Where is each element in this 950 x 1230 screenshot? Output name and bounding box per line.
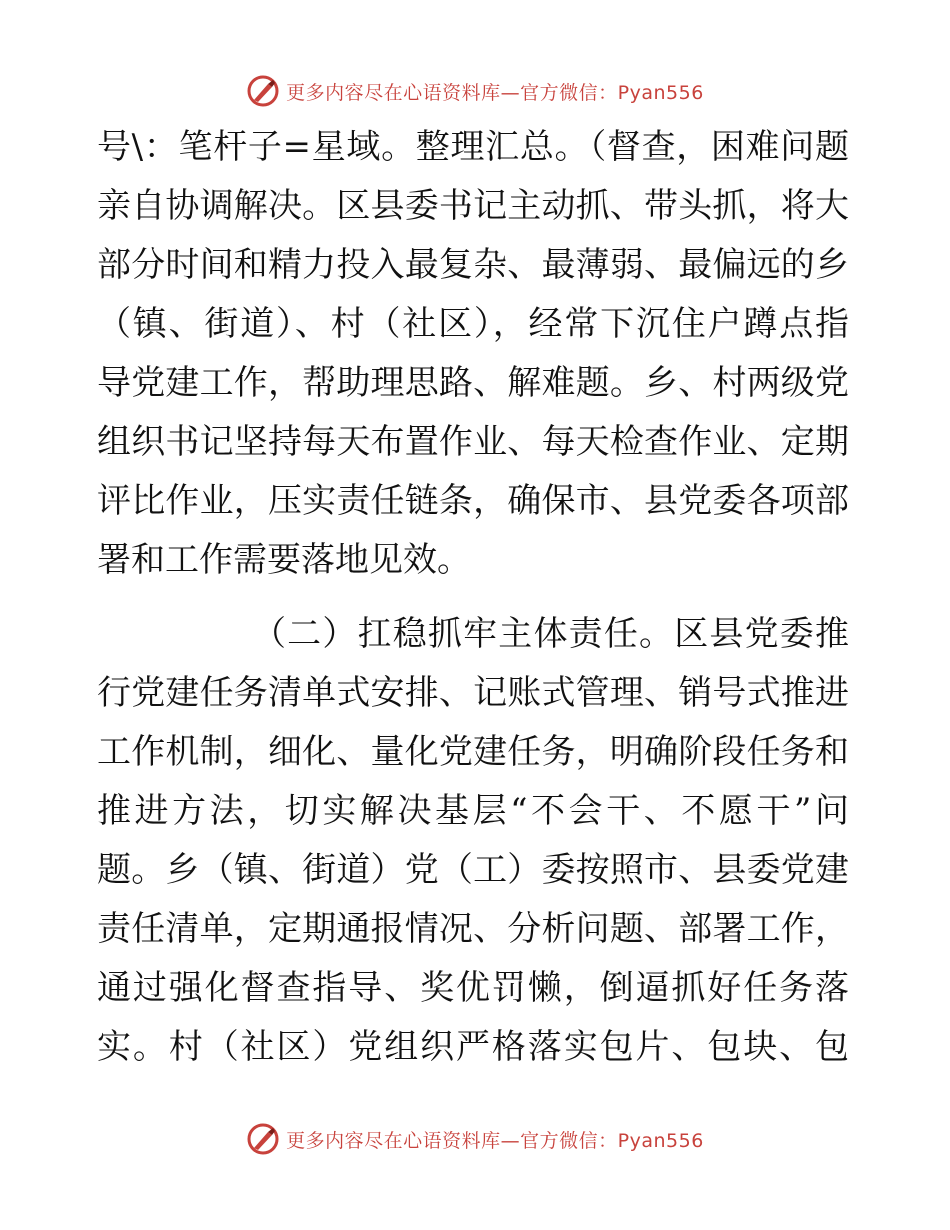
text-line: 行党建任务清单式安排、记账式管理、销号式推进 (97, 673, 849, 713)
text-line: 题。乡（镇、街道）党（工）委按照市、县委党建 (97, 850, 849, 890)
watermark-text: 更多内容尽在心语资料库—官方微信：Pyan556 (286, 1129, 704, 1152)
text-line: 推进方法，切实解决基层“不会干、不愿干”问 (97, 791, 849, 831)
paragraph-2 (97, 605, 857, 1077)
text-line: 通过强化督查指导、奖优罚懒，倒逼抓好任务落 (97, 968, 849, 1008)
paragraph-1 (97, 118, 857, 590)
text-line: 部分时间和精力投入最复杂、最薄弱、最偏远的乡 (97, 245, 849, 285)
text-line: 责任清单，定期通报情况、分析问题、部署工作， (97, 909, 849, 949)
pen-logo-icon (246, 74, 280, 108)
text-line: 评比作业，压实责任链条，确保市、县党委各项部 (97, 481, 849, 521)
section-heading-line: （二）扛稳抓牢主体责任。区县党委推 (252, 614, 849, 654)
header-watermark (0, 71, 950, 111)
pen-logo-icon (246, 1122, 280, 1156)
text-line: 署和工作需要落地见效。 (97, 540, 471, 580)
text-line: 亲自协调解决。区县委书记主动抓、带头抓，将大 (97, 186, 849, 226)
text-line: 组织书记坚持每天布置作业、每天检查作业、定期 (97, 422, 849, 462)
text-line: 实。村（社区）党组织严格落实包片、包块、包 (97, 1027, 849, 1067)
footer-watermark (0, 1119, 950, 1159)
watermark-text: 更多内容尽在心语资料库—官方微信：Pyan556 (286, 81, 704, 104)
document-body (97, 118, 857, 1077)
text-line: （镇、街道）、村（社区），经常下沉住户蹲点指 (97, 304, 849, 344)
text-line: 导党建工作，帮助理思路、解难题。乡、村两级党 (97, 363, 849, 403)
text-line: 号\：笔杆子=星域。整理汇总。（督查，困难问题 (97, 127, 849, 167)
text-line: 工作机制，细化、量化党建任务，明确阶段任务和 (97, 732, 849, 772)
